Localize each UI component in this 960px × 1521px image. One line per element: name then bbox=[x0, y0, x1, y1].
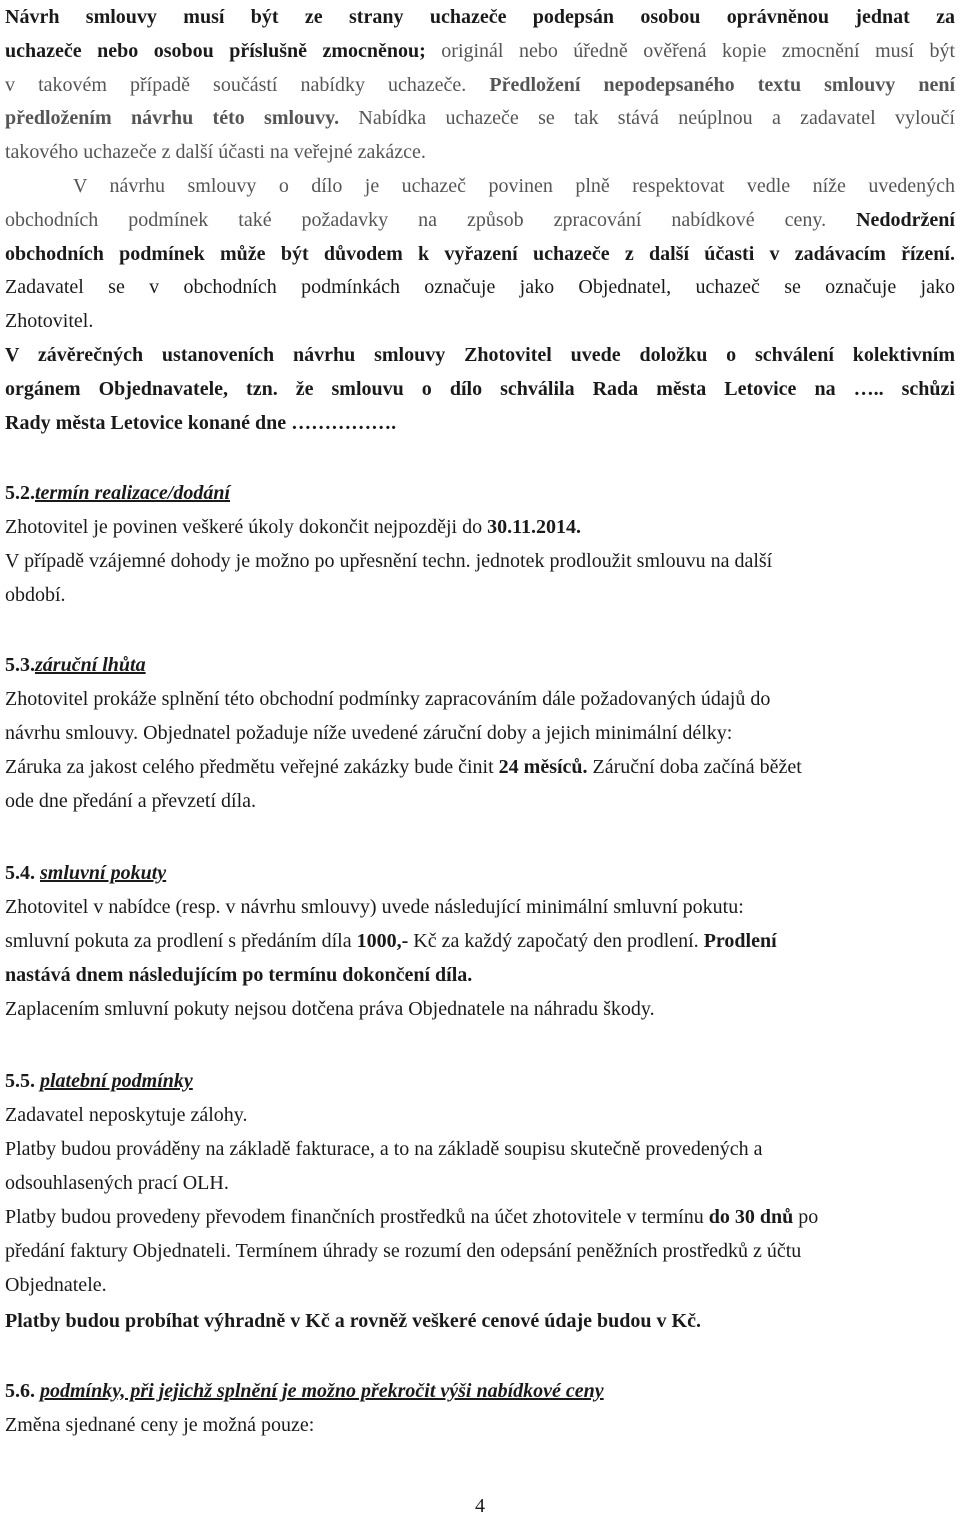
text-line: Změna sjednané ceny je možná pouze: bbox=[5, 1414, 315, 1436]
text-line: V návrhu smlouvy o dílo je uchazeč povinen plně respektovat vedle níže uvedených bbox=[73, 175, 955, 197]
text-line: Objednatele. bbox=[5, 1274, 107, 1296]
section-heading: 5.5. platební podmínky bbox=[5, 1070, 193, 1092]
text-line: návrhu smlouvy. Objednatel požaduje níže uvedené záruční doby a jejich minimální délky: bbox=[5, 722, 733, 744]
text-line: předání faktury Objednateli. Termínem úhrady se rozumí den odepsání peněžních prostředků z účtu bbox=[5, 1240, 802, 1262]
text-line: obchodních podmínek také požadavky na způsob zpracování nabídkové ceny. Nedodržení bbox=[5, 209, 955, 231]
text-line: Platby budou provedeny převodem finančních prostředků na účet zhotovitele v termínu do 30 dnů po bbox=[5, 1206, 819, 1228]
text-line: Zaplacením smluvní pokuty nejsou dotčena práva Objednatele na náhradu škody. bbox=[5, 998, 655, 1020]
text-line: takového uchazeče z další účasti na veřejné zakázce. bbox=[5, 141, 426, 163]
text-line: smluvní pokuta za prodlení s předáním díla 1000,- Kč za každý započatý den prodlení. Prodlení bbox=[5, 930, 777, 952]
text-line: V závěrečných ustanoveních návrhu smlouvy Zhotovitel uvede doložku o schválení kolektivním bbox=[5, 344, 955, 366]
text-line: obchodních podmínek může být důvodem k vyřazení uchazeče z další účasti v zadávacím řízení. bbox=[5, 243, 955, 265]
text-line: odsouhlasených prací OLH. bbox=[5, 1172, 229, 1194]
text-line: uchazeče nebo osobou příslušně zmocněnou; originál nebo úředně ověřená kopie zmocnění musí být bbox=[5, 40, 956, 62]
text-line: Platby budou prováděny na základě fakturace, a to na základě soupisu skutečně provedených a bbox=[5, 1138, 763, 1160]
text-line: Záruka za jakost celého předmětu veřejné zakázky bude činit 24 měsíců. Záruční doba začíná běžet bbox=[5, 756, 802, 778]
text-line: Zhotovitel v nabídce (resp. v návrhu smlouvy) uvede následující minimální smluvní pokutu: bbox=[5, 896, 744, 918]
page-number: 4 bbox=[475, 1495, 485, 1517]
text-line: ode dne předání a převzetí díla. bbox=[5, 790, 256, 812]
text-line: v takovém případě součástí nabídky uchazeče. Předložení nepodepsaného textu smlouvy není bbox=[5, 74, 956, 96]
section-heading: 5.3.záruční lhůta bbox=[5, 654, 146, 676]
text-line: předložením návrhu této smlouvy. Nabídka uchazeče se tak stává neúplnou a zadavatel vyloučí bbox=[5, 107, 955, 129]
text-line: Zhotovitel prokáže splnění této obchodní podmínky zapracováním dále požadovaných údajů do bbox=[5, 688, 771, 710]
text-line: nastává dnem následujícím po termínu dokončení díla. bbox=[5, 964, 473, 986]
section-heading: 5.6. podmínky, při jejichž splnění je možno překročit výši nabídkové ceny bbox=[5, 1380, 604, 1402]
text-line: období. bbox=[5, 584, 66, 606]
text-line: Zadavatel se v obchodních podmínkách označuje jako Objednatel, uchazeč se označuje jako bbox=[5, 276, 955, 298]
section-heading: 5.4. smluvní pokuty bbox=[5, 862, 167, 884]
text-line: Platby budou probíhat výhradně v Kč a rovněž veškeré cenové údaje budou v Kč. bbox=[5, 1310, 701, 1332]
text-line: Návrh smlouvy musí být ze strany uchazeče podepsán osobou oprávněnou jednat za bbox=[5, 6, 955, 28]
text-line: Zhotovitel. bbox=[5, 310, 94, 332]
text-line: Zadavatel neposkytuje zálohy. bbox=[5, 1104, 248, 1126]
section-heading: 5.2.termín realizace/dodání bbox=[5, 482, 230, 504]
text-line: V případě vzájemné dohody je možno po upřesnění techn. jednotek prodloužit smlouvu na další bbox=[5, 550, 773, 572]
text-line: orgánem Objednavatele, tzn. že smlouvu o dílo schválila Rada města Letovice na ….. schůzi bbox=[5, 378, 955, 400]
text-line: Rady města Letovice konané dne ……………. bbox=[5, 412, 397, 434]
text-line: Zhotovitel je povinen veškeré úkoly dokončit nejpozději do 30.11.2014. bbox=[5, 516, 582, 538]
